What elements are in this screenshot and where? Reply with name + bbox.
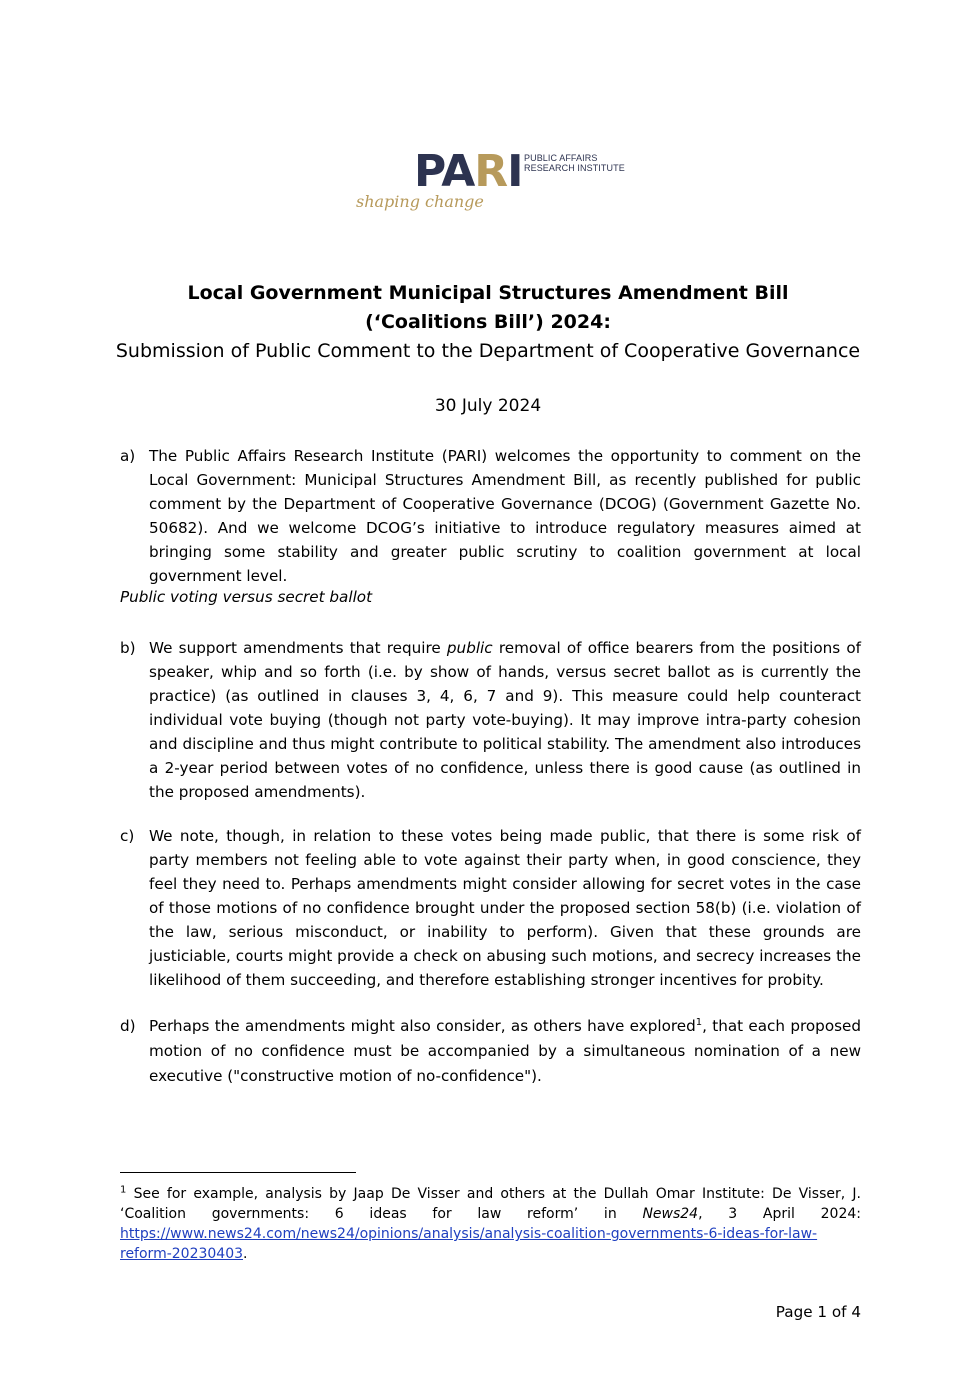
paragraph-c (120, 824, 861, 992)
paragraph-marker: a) (120, 447, 136, 465)
logo-org-line1: PUBLIC AFFAIRS (524, 153, 598, 163)
logo-letter-r: R (474, 146, 508, 197)
paragraph-text-part: removal of office bearers from the positions of speaker, whip and so forth (i.e. by show of hands, versus secret ballot as is currently the practice) (as outlined in clauses 3, 4, 6, 7 and 9). This measure could help counteract individual vote buying (though not party vote-buying). It may improve intra-party cohesion and discipline and thus might contribute to political stability. The amendment also introduces a 2-year period between votes of no confidence, unless there is good cause (as outlined in the proposed amendments). (149, 639, 861, 801)
footnote-number: 1 (120, 1184, 127, 1196)
title-line-2: (‘Coalitions Bill’) 2024: (365, 311, 611, 333)
paragraph-text (149, 636, 861, 804)
document-title (0, 279, 976, 366)
paragraph-text (149, 1014, 861, 1089)
logo-wordmark (414, 148, 523, 196)
logo-org-line2: RESEARCH INSTITUTE (524, 163, 625, 173)
section-heading: Public voting versus secret ballot (120, 588, 373, 606)
footnote-emphasis: News24 (642, 1206, 699, 1222)
logo-org-name (524, 153, 625, 173)
footnote-link[interactable]: https://www.news24.com/news24/opinions/analysis/analysis-coalition-governments-6-ideas-for-law-reform-20230403 (120, 1226, 818, 1262)
document-subtitle: Submission of Public Comment to the Department of Cooperative Governance (115, 340, 861, 362)
paragraph-marker: b) (120, 639, 136, 657)
paragraph-emphasis: public (446, 639, 493, 657)
footnote (120, 1184, 861, 1264)
footnote-separator (120, 1172, 356, 1173)
paragraph-a (120, 444, 861, 588)
logo-letters-pa: PA (414, 146, 475, 197)
paragraph-text: We note, though, in relation to these votes being made public, that there is some risk of party members not feeling able to vote against their party when, in good conscience, they feel they need to. Perhaps amendments might consider allowing for secret votes in the case of those motions of no confidence brought under the proposed section 58(b) (i.e. violation of the law, serious misconduct, or inability to perform). Given that these grounds are justiciable, courts might provide a check on abusing such motions, and secrecy increases the likelihood of them succeeding, and therefore establishing stronger incentives for probity. (149, 827, 861, 989)
paragraph-text: The Public Affairs Research Institute (PARI) welcomes the opportunity to comment on the Local Government: Municipal Structures Amendment Bill, as recently published for public comment by the Department of Cooperative Governance (DCOG) (Government Gazette No. 50682). And we welcome DCOG’s initiative to introduce regulatory measures aimed at bringing some stability and greater public scrutiny to coalition government at local government level. (149, 447, 861, 585)
footnote-reference[interactable]: 1 (695, 1016, 703, 1028)
logo-tagline: shaping change (356, 192, 484, 211)
footnote-text: , 3 April 2024: (698, 1206, 861, 1222)
title-line-1: Local Government Municipal Structures Amendment Bill (187, 282, 789, 304)
paragraph-b (120, 636, 861, 804)
paragraph-text-part: , that each proposed motion of no confidence must be accompanied by a simultaneous nomination of a new executive ("constructive motion of no-confidence"). (149, 1017, 862, 1085)
paragraph-text-part: Perhaps the amendments might also consider, as others have explored (149, 1017, 696, 1035)
paragraph-marker: d) (120, 1017, 136, 1035)
paragraph-d (120, 1014, 861, 1089)
pari-logo (356, 148, 636, 218)
paragraph-text-part: We support amendments that require (149, 639, 447, 657)
footnote-text: See for example, analysis by Jaap De Visser and others at the Dullah Omar Institute: De Visser, J. ‘Coalition governments: 6 ideas for law reform’ in (120, 1186, 861, 1222)
page-number: Page 1 of 4 (775, 1303, 861, 1321)
paragraph-marker: c) (120, 827, 135, 845)
logo-letter-i: I (507, 146, 523, 197)
footnote-text: . (243, 1246, 248, 1262)
document-date: 30 July 2024 (434, 396, 542, 416)
